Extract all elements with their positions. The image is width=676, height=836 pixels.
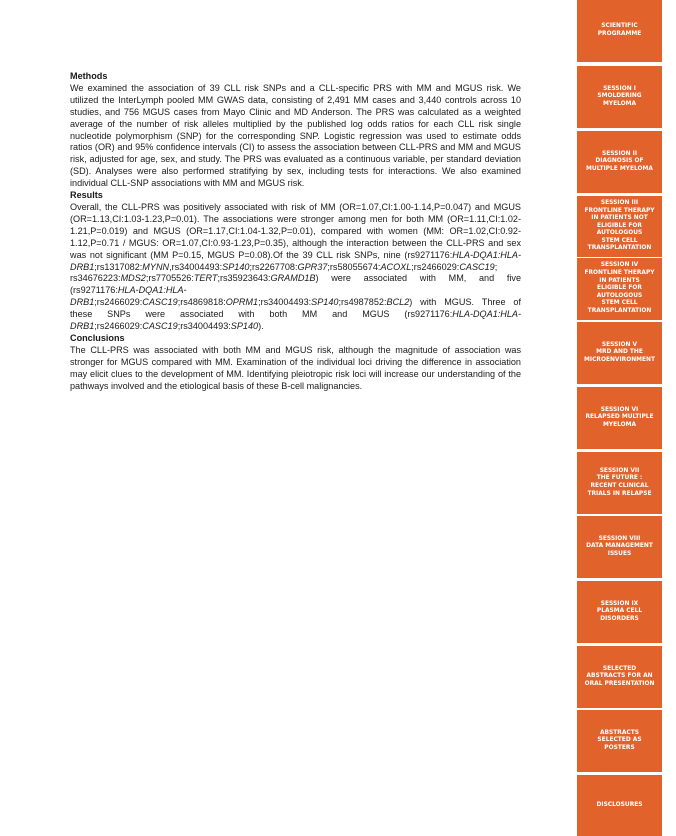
abstract-body [70,71,521,392]
gene-name: MDS2 [120,273,146,284]
gene-name: ACOXL [380,261,412,272]
sidebar-item-label: SESSION VI RELAPSED MULTIPLE MYELOMA [585,406,654,428]
sidebar-item-poster-abstracts[interactable] [577,710,662,772]
gene-name: OPRM1 [225,297,259,308]
gene-name: SP140 [311,297,339,308]
section-sidebar [577,0,662,836]
gene-name: CASC19 [459,261,495,272]
sidebar-item-session-1[interactable] [577,66,662,128]
results-text-segment: ;rs35923643: [217,273,271,284]
sidebar-item-label: SESSION III FRONTLINE THERAPY IN PATIENTS NOT ELIGIBLE FOR AUTOLOGOUS STEM CELL TRANSPLANTATION [584,199,655,252]
conclusions-heading: Conclusions [70,332,125,343]
methods-heading: Methods [70,71,108,81]
gene-name: CASC19 [142,297,178,308]
results-text-segment: ) with MGUS. Three of these SNPs were associated with both MM and MGUS (rs9271176: [70,297,521,320]
sidebar-item-label: ABSTRACTS SELECTED AS POSTERS [597,729,642,751]
gene-name: HLA-DQA1:HLA-DRB1 [70,309,521,332]
results-text-segment: ;rs2267708: [249,261,298,272]
gene-name: TERT [193,273,218,284]
results-text-segment: ;rs2466029: [94,321,143,332]
results-text-segment: ;rs7705526: [145,273,194,284]
sidebar-item-scientific-programme[interactable] [577,0,662,62]
sidebar-item-label: SESSION VII THE FUTURE : RECENT CLINICAL TRIALS IN RELAPSE [587,467,652,497]
sidebar-item-session-8[interactable] [577,516,662,578]
sidebar-item-session-3[interactable] [577,196,662,257]
gene-name: SP140 [222,261,250,272]
sidebar-item-label: DISCLOSURES [596,801,643,808]
gene-name: HLA-DQA1:HLA-DRB1 [70,249,521,272]
results-text-segment: ;rs2466029: [94,297,143,308]
methods-text: We examined the association of 39 CLL risk SNPs and a CLL-specific PRS with MM and MGUS risk. We utilized the InterLymph pooled MM GWAS data, consisting of 2,491 MM cases and 3,440 controls across 10 studies, and 756 MGUS cases from Mayo Clinic and MD Anderson. The PRS was calculated as a weighted average of the number of risk alleles multiplied by the published log odds ratios for each CLL risk single nucleotide polymorphism (SNP) for the corresponding SNP. Logistic regression was used to estimate odds ratios (OR) and 95% confidence intervals (CI) to assess the association between CLL-PRS and MM and MGUS risk, adjusted for age, sex, and study. The PRS was evaluated as a continuous variable, per standard deviation (SD). Analyses were also performed stratifying by sex, including tests for interactions. We also examined individual CLL-SNP associations with MM and MGUS risk. [70,82,521,189]
sidebar-item-session-9[interactable] [577,581,662,643]
gene-name: BCL2 [386,297,410,308]
results-text-segment: ). [258,321,264,332]
results-text-segment: ;rs1317082: [94,261,143,272]
gene-name: MYNN [142,261,170,272]
sidebar-item-oral-abstracts[interactable] [577,646,662,708]
gene-name: SP140 [230,321,259,332]
sidebar-item-session-4[interactable] [577,258,662,320]
results-text-segment: ;rs2466029: [411,261,460,272]
results-text-segment: ;rs58055674: [327,261,381,272]
results-text-segment: ;rs4987852: [338,297,387,308]
results-text-segment: ;rs34004493: [258,297,312,308]
results-text-segment: ,rs34004493: [169,261,223,272]
results-text-segment: ) were associated with MM, and five (rs9271176: [70,273,521,296]
sidebar-item-disclosures[interactable] [577,775,662,836]
sidebar-item-label: SESSION II DIAGNOSIS OF MULTIPLE MYELOMA [586,150,653,172]
results-text-segment: Overall, the CLL-PRS was positively associated with risk of MM (OR=1.07,CI:1.00-1.14,P=0.047) and MGUS (OR=1.13,CI:1.03-1.23,P=0.01). The associations were stronger among men for both MM (OR=1.11,CI:1.02-1.21,P=0.019) and MGUS (OR=1.17,CI:1.04-1.32,P=0.01), compared with women (MM: OR=1.02,CI:0.92-1.12,P=0.71 / MGUS: OR=1.07,CI:0.93-1.23,P=0.35), although the interaction between the CLL-PRS and sex was not significant (MM P=0.15, MGUS P=0.08).Of the 39 CLL risk SNPs, nine (rs9271176: [70,201,521,260]
results-text-segment: ; rs34676223: [70,261,498,284]
sidebar-item-label: SESSION IX PLASMA CELL DISORDERS [596,600,643,622]
conclusions-text: The CLL-PRS was associated with both MM and MGUS risk, although the magnitude of association was stronger for MGUS compared with MM. Examination of the individual loci driving the difference in association may elicit clues to the development of MM. Identifying pleiotropic risk loci will increase our understanding of the pathways involved and the etiological basis of these B-cell malignancies. [70,344,521,391]
sidebar-item-label: SCIENTIFIC PROGRAMME [597,23,642,37]
sidebar-item-label: SESSION IV FRONTLINE THERAPY IN PATIENTS ELIGIBLE FOR AUTOLOGOUS STEM CELL TRANSPLANTATION [584,262,655,314]
sidebar-item-label: SELECTED ABSTRACTS FOR AN ORAL PRESENTATION [584,665,655,687]
sidebar-item-label: SESSION V MRD AND THE MICROENVIRONMENT [584,341,655,363]
results-text-segment: ;rs4869818: [177,297,226,308]
sidebar-item-session-6[interactable] [577,387,662,449]
gene-name: CASC19 [142,321,178,332]
results-text [70,202,521,333]
sidebar-item-session-5[interactable] [577,322,662,384]
gene-name: HLA-DQA1:HLA-DRB1 [70,285,187,308]
sidebar-item-label: SESSION I SMOLDERING MYELOMA [597,85,642,107]
gene-name: GRAMD1B [270,273,316,284]
gene-name: GPR37 [297,261,328,272]
sidebar-item-label: SESSION VIII DATA MANAGEMENT ISSUES [586,535,653,557]
results-heading: Results [70,190,103,201]
sidebar-item-session-7[interactable] [577,452,662,514]
sidebar-item-session-2[interactable] [577,131,662,193]
results-text-segment: ;rs34004493: [177,321,231,332]
